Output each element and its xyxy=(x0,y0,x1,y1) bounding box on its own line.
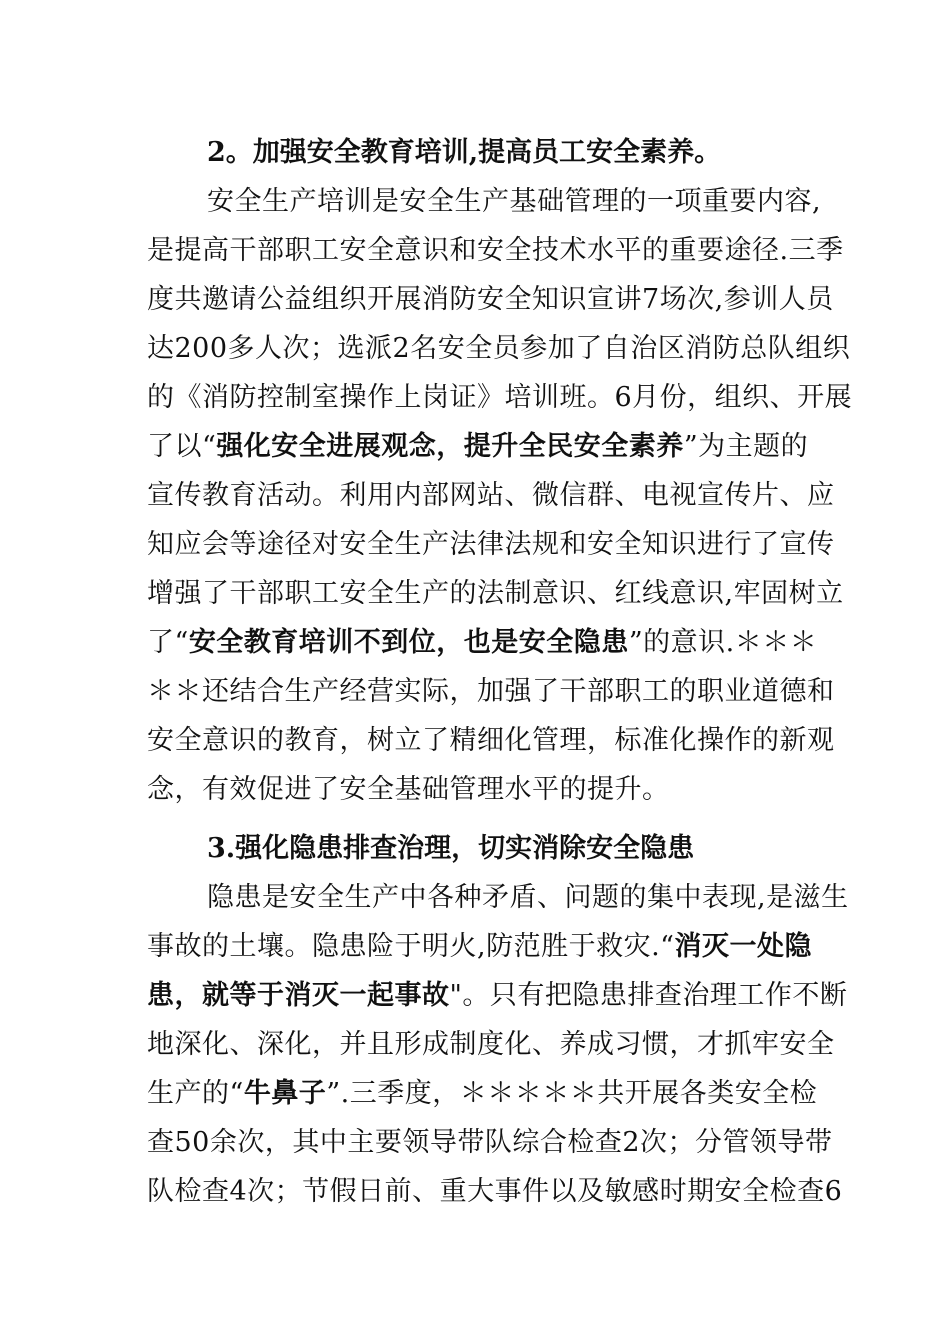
paragraph-line: 念，有效促进了安全基础管理水平的提升。 xyxy=(147,774,670,805)
bold-phrase: 消灭一处隐 xyxy=(674,931,812,962)
bold-phrase: 安全教育培训不到位，也是安全隐患 xyxy=(188,627,629,658)
paragraph-line: ＊＊还结合生产经营实际，加强了干部职工的职业道德和 xyxy=(147,676,835,707)
paragraph-line: 达200多人次；选派2名安全员参加了自治区消防总队组织 xyxy=(147,333,851,364)
text-run: 事故的土壤。隐患险于明火,防范胜于救灾.“ xyxy=(147,931,675,962)
text-run: 了以“ xyxy=(147,431,217,462)
text-run: 了“ xyxy=(147,627,189,658)
paragraph-line xyxy=(147,618,818,667)
paragraph-line xyxy=(147,922,812,971)
section-2-heading: 2。加强安全教育培训,提高员工安全素养。 xyxy=(207,137,722,168)
text-run: 生产的“ xyxy=(147,1078,244,1109)
paragraph-line: 查50余次，其中主要领导带队综合检查2次；分管领导带 xyxy=(147,1127,833,1158)
text-run: ”为主题的 xyxy=(683,431,809,462)
paragraph-line: 增强了干部职工安全生产的法制意识、红线意识,牢固树立 xyxy=(147,578,844,609)
text-run: "。只有把隐患排查治理工作不断 xyxy=(449,980,848,1011)
text-run: ”.三季度，＊＊＊＊＊共开展各类安全检 xyxy=(326,1078,818,1109)
paragraph-line: 度共邀请公益组织开展消防安全知识宣讲7场次,参训人员 xyxy=(147,284,834,315)
text-run: ”的意识.＊＊＊ xyxy=(628,627,818,658)
bold-phrase: 强化安全进展观念，提升全民安全素养 xyxy=(216,431,684,462)
paragraph-line: 安全生产培训是安全生产基础管理的一项重要内容, xyxy=(207,186,822,217)
bold-phrase: 牛鼻子 xyxy=(243,1078,327,1109)
paragraph-line: 安全意识的教育，树立了精细化管理，标准化操作的新观 xyxy=(147,725,835,756)
paragraph-line xyxy=(147,422,807,471)
paragraph-line: 隐患是安全生产中各种矛盾、问题的集中表现,是滋生 xyxy=(207,882,849,913)
paragraph-line: 的《消防控制室操作上岗证》培训班。6月份，组织、开展 xyxy=(147,382,853,413)
paragraph-line: 地深化、深化，并且形成制度化、养成习惯，才抓牢安全 xyxy=(147,1029,835,1060)
section-3-heading: 3.强化隐患排查治理，切实消除安全隐患 xyxy=(207,833,695,864)
bold-phrase: 患，就等于消灭一起事故 xyxy=(147,980,450,1011)
paragraph-line xyxy=(147,971,848,1020)
paragraph-line: 队检查4次；节假日前、重大事件以及敏感时期安全检查6 xyxy=(147,1176,843,1207)
paragraph-line: 知应会等途径对安全生产法律法规和安全知识进行了宣传 xyxy=(147,529,835,560)
paragraph-line: 是提高干部职工安全意识和安全技术水平的重要途径.三季 xyxy=(147,235,844,266)
paragraph-line: 宣传教育活动。利用内部网站、微信群、电视宣传片、应 xyxy=(147,480,835,511)
paragraph-line xyxy=(147,1069,818,1118)
